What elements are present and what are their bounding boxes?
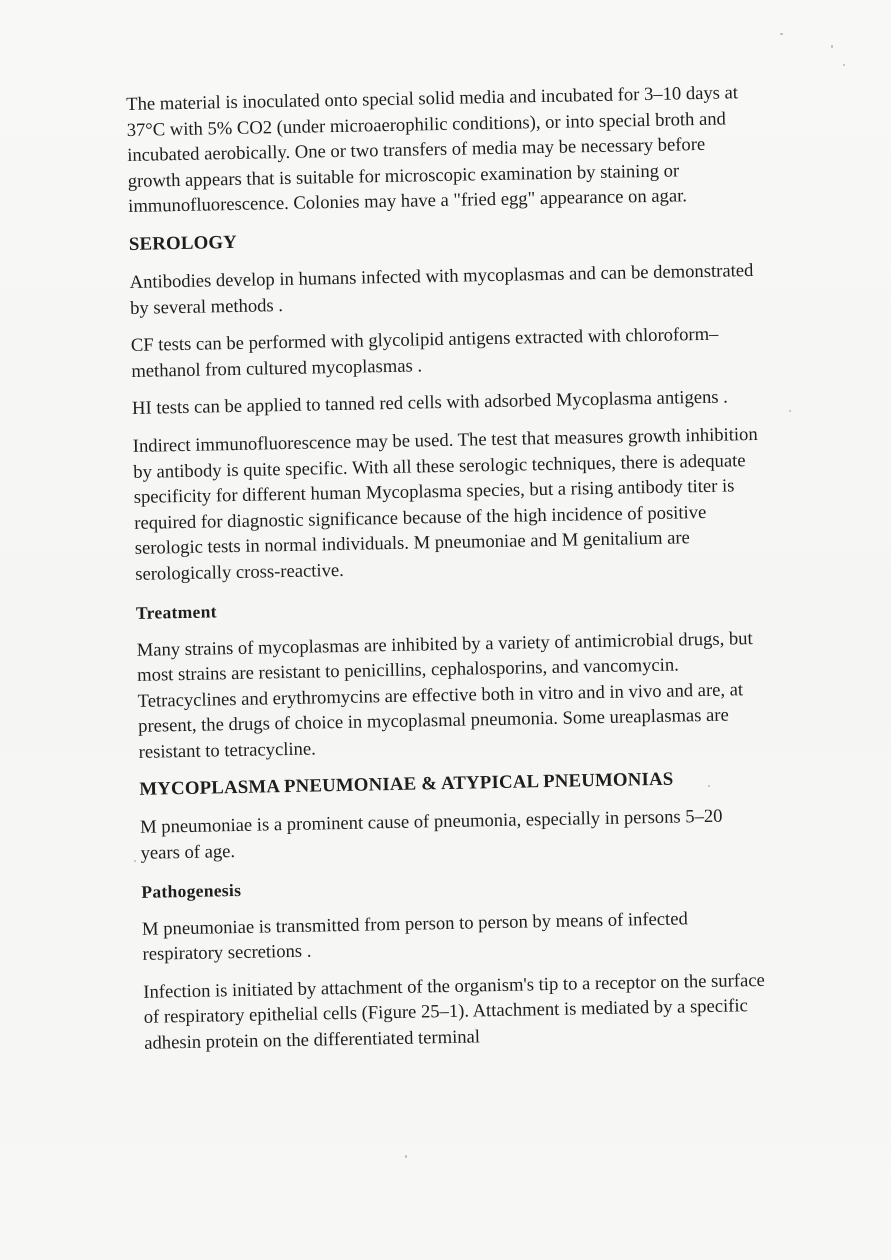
- scan-speck: [708, 785, 710, 787]
- scan-speck: [134, 860, 136, 862]
- treatment-heading: Treatment: [135, 600, 217, 623]
- scan-speck: [789, 410, 791, 412]
- scan-speck: [831, 45, 833, 48]
- mycoplasma-pneumoniae-heading: MYCOPLASMA PNEUMONIAE & ATYPICAL PNEUMONIAS: [139, 769, 674, 801]
- pathogenesis-paragraph-1: M pneumoniae is transmitted from person to person by means of infected respiratory secretions .: [141, 908, 688, 966]
- mycoplasma-paragraph: M pneumoniae is a prominent cause of pneumonia, especially in persons 5–20 years of age.: [139, 806, 723, 864]
- serology-paragraph-4: Indirect immunofluorescence may be used. The test that measures growth inhibition by antibody is quite specific. With all these serologic techniques, there is adequate specificity for different human Mycoplasma species, but a rising antibody titer is required for diagnostic significance because of the high incidence of positive serologic tests in normal individuals. M pneumoniae and M genitalium are serologically cross-reactive.: [132, 423, 758, 585]
- serology-paragraph-3: HI tests can be applied to tanned red cells with adsorbed Mycoplasma antigens .: [131, 386, 729, 420]
- serology-heading: SEROLOGY: [128, 231, 238, 255]
- intro-paragraph: The material is inoculated onto special solid media and incubated for 3–10 days at 37°C with 5% CO2 (under microaerophilic conditions), or into special broth and incubated aerobically. One or two transfers of media may be necessary before growth appears that is suitable for microscopic examination by staining or immunofluorescence. Colonies may have a "fried egg" appearance on agar.: [126, 82, 739, 218]
- serology-paragraph-1: Antibodies develop in humans infected with mycoplasmas and can be demonstrated by several methods .: [129, 259, 754, 319]
- pathogenesis-heading: Pathogenesis: [141, 879, 242, 902]
- pathogenesis-paragraph-2: Infection is initiated by attachment of the organism's tip to a receptor on the surface of respiratory epithelial cells (Figure 25–1). Attachment is mediated by a specific adhesin protein on the differentiated terminal: [143, 969, 765, 1054]
- scan-speck: [780, 33, 783, 35]
- document-body: [126, 80, 770, 1068]
- scan-speck: [843, 64, 845, 66]
- scan-speck: [405, 1155, 407, 1158]
- serology-paragraph-2: CF tests can be performed with glycolipid antigens extracted with chloroform–methanol from cultured mycoplasmas .: [130, 323, 719, 382]
- treatment-paragraph: Many strains of mycoplasmas are inhibited by a variety of antimicrobial drugs, but most strains are resistant to penicillins, cephalosporins, and vancomycin. Tetracyclines and erythromycins are effective both in vitro and in vivo and are, at present, the drugs of choice in mycoplasmal pneumonia. Some ureaplasmas are resistant to tetracycline.: [136, 627, 753, 763]
